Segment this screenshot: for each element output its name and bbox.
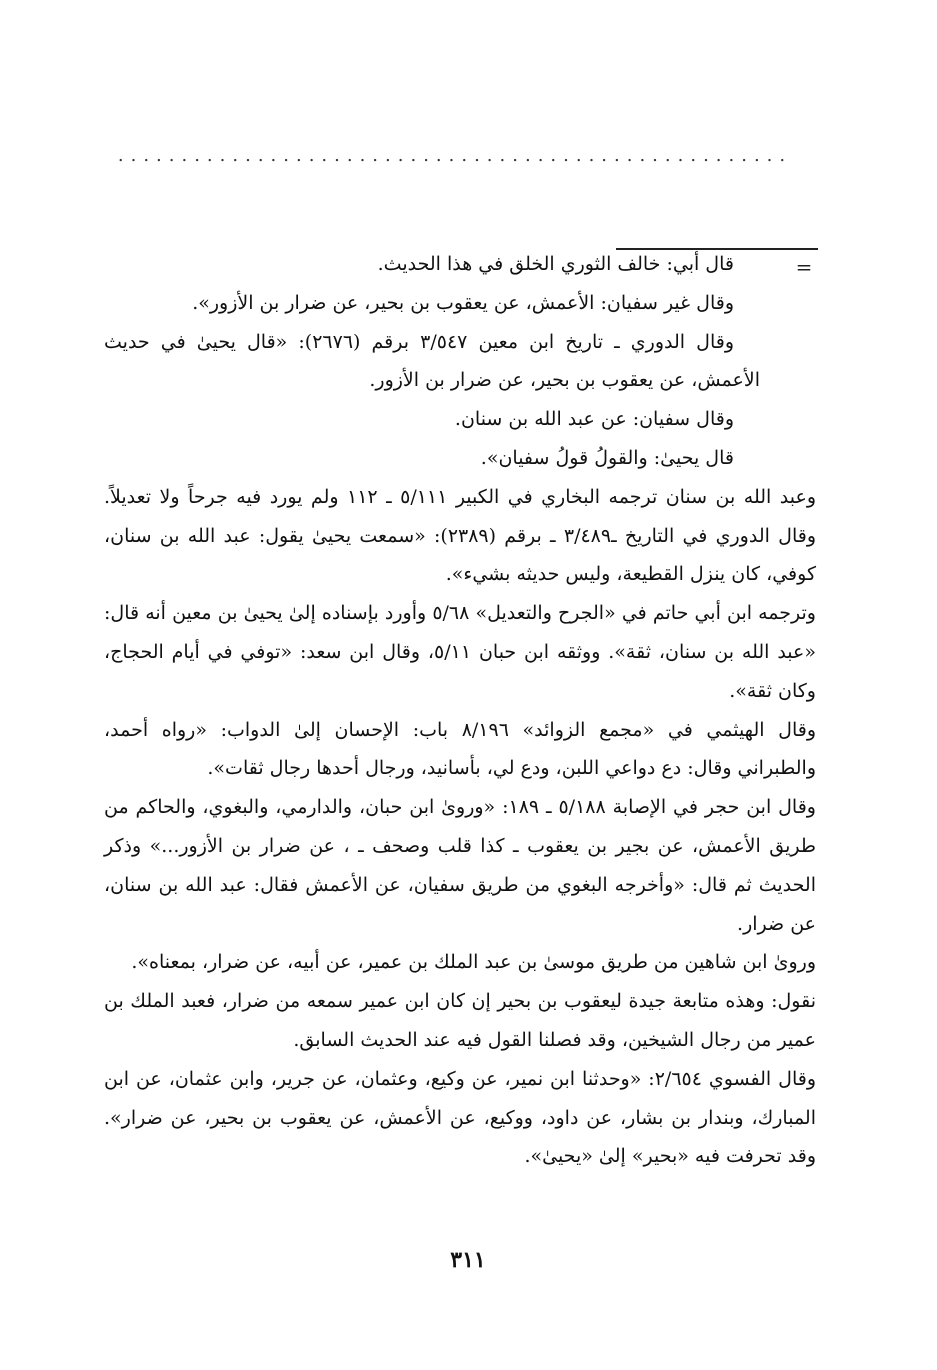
footnote-paragraph: وروىٰ ابن شاهين من طريق موسىٰ بن عبد الملك بن عمير، عن أبيه، عن ضرار، بمعناه». bbox=[131, 951, 816, 974]
continuation-mark: = bbox=[795, 255, 813, 279]
header-dots: ..................................................... bbox=[117, 146, 793, 166]
footnote-paragraph: وقال الدوري ـ تاريخ ابن معين ٣/٥٤٧ برقم (٢٦٧٦): «قال يحيىٰ في حديث الأعمش، عن يعقوب بن بحير، عن ضرار بن الأزور. bbox=[104, 330, 760, 392]
footnote-paragraph: وقال الفسوي ٢/٦٥٤: «وحدثنا ابن نمير، عن وكيع، وعثمان، عن جرير، وابن عثمان، عن ابن المبارك، وبندار بن بشار، عن داود، ووكيع، عن الأعمش، عن يعقوب بن بحير، عن ضرار». وقد تحرفت فيه «بحير» إلىٰ «يحيىٰ». bbox=[104, 1067, 817, 1168]
footnote-paragraph: نقول: وهذه متابعة جيدة ليعقوب بن بحير إن كان ابن عمير سمعه من ضرار، فعبد الملك بن عمير من رجال الشيخين، وقد فصلنا القول فيه عند الحديث السابق. bbox=[104, 990, 816, 1051]
footnote-paragraph: وقال ابن حجر في الإصابة ٥/١٨٨ ـ ١٨٩: «وروىٰ ابن حبان، والدارمي، والبغوي، والحاكم من طريق الأعمش، عن بجير بن يعقوب ـ كذا قلب وصحف ـ ، عن ضرار بن الأزور...» وذكر الحديث ثم قال: «وأخرجه البغوي من طريق سفيان، عن الأعمش فقال: عبد الله بن سنان، عن ضرار. bbox=[104, 796, 816, 935]
footnote-paragraph: وترجمه ابن أبي حاتم في «الجرح والتعديل» ٥/٦٨ وأورد بإسناده إلىٰ يحيىٰ بن معين أنه قال: «عبد الله بن سنان، ثقة». ووثقه ابن حبان ٥/١١، وقال ابن سعد: «توفي في أيام الحجاج، وكان ثقة». bbox=[104, 602, 816, 702]
footnote-paragraph: وقال الهيثمي في «مجمع الزوائد» ٨/١٩٦ باب: الإحسان إلىٰ الدواب: «رواه أحمد، والطبراني وقال: دع دواعي اللبن، ودع لي، بأسانيد، ورجال أحدها رجال ثقات». bbox=[104, 718, 816, 780]
footnote-paragraph: وقال غير سفيان: الأعمش، عن يعقوب بن بحير، عن ضرار بن الأزور». bbox=[192, 291, 734, 314]
footnote-paragraph: وعبد الله بن سنان ترجمه البخاري في الكبير ٥/١١١ ـ ١١٢ ولم يورد فيه جرحاً ولا تعديلاً. وقال الدوري في التاريخ ـ٣/٤٨٩ ـ برقم (٢٣٨٩): «سمعت يحيىٰ يقول: عبد الله بن سنان، كوفي، كان ينزل القطيعة، وليس حديثه بشيء». bbox=[104, 485, 816, 586]
footnote-paragraph: وقال سفيان: عن عبد الله بن سنان. bbox=[454, 408, 734, 431]
page-number: ٣١١ bbox=[450, 1247, 486, 1273]
footnote-text bbox=[104, 245, 817, 1176]
footnote-paragraph: قال أبي: خالف الثوري الخلق في هذا الحديث. bbox=[377, 253, 734, 275]
footnote-paragraph: قال يحيىٰ: والقولُ قولُ سفيان». bbox=[480, 446, 734, 469]
